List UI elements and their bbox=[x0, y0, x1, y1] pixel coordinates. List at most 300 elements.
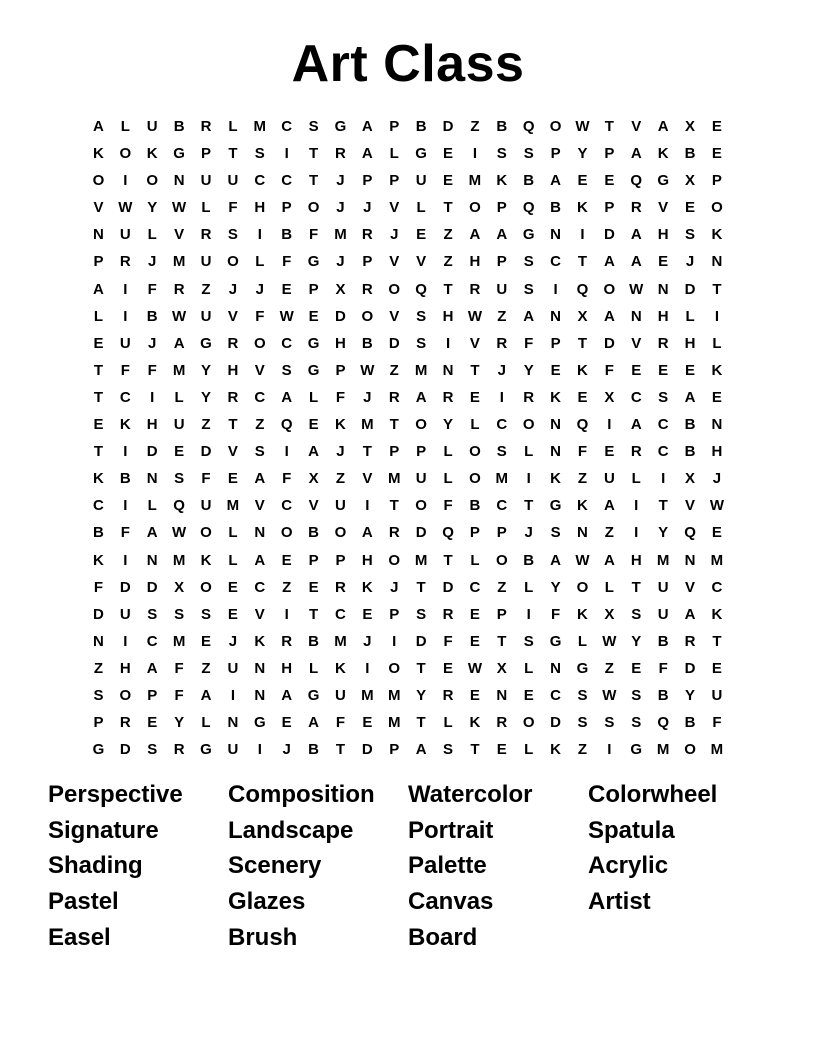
grid-letter: Q bbox=[576, 280, 589, 298]
grid-letter: K bbox=[335, 416, 346, 434]
grid-letter: W bbox=[629, 280, 644, 298]
grid-letter: L bbox=[174, 388, 184, 406]
grid-letter: P bbox=[93, 253, 104, 271]
grid-letter: V bbox=[93, 199, 104, 217]
grid-row bbox=[85, 438, 730, 465]
grid-letter: D bbox=[119, 741, 131, 759]
grid-letter: O bbox=[469, 443, 481, 461]
grid-letter: Q bbox=[522, 199, 535, 217]
grid-letter: B bbox=[146, 307, 158, 325]
grid-letter: Y bbox=[416, 686, 427, 704]
grid-letter: P bbox=[496, 524, 507, 542]
grid-letter: F bbox=[147, 280, 157, 298]
word-item: Composition bbox=[228, 781, 375, 808]
grid-letter: U bbox=[711, 686, 723, 704]
grid-letter: M bbox=[495, 470, 509, 488]
grid-letter: F bbox=[712, 714, 722, 732]
grid-letter: S bbox=[416, 307, 427, 325]
grid-letter: P bbox=[416, 443, 427, 461]
grid-letter: R bbox=[630, 199, 642, 217]
grid-letter: E bbox=[469, 388, 480, 406]
word-item: Easel bbox=[48, 923, 111, 951]
grid-letter: C bbox=[496, 497, 508, 515]
grid-letter: U bbox=[119, 334, 131, 352]
grid-letter: S bbox=[443, 741, 454, 759]
grid-letter: D bbox=[119, 578, 131, 596]
grid-letter: S bbox=[254, 443, 265, 461]
grid-letter: S bbox=[416, 605, 427, 623]
grid-letter: W bbox=[172, 199, 187, 217]
grid-letter: R bbox=[227, 388, 239, 406]
grid-letter: I bbox=[526, 605, 531, 623]
grid-letter: S bbox=[147, 605, 158, 623]
grid-letter: Q bbox=[280, 416, 293, 434]
grid-letter: M bbox=[468, 172, 482, 190]
grid-letter: A bbox=[254, 470, 266, 488]
grid-letter: U bbox=[227, 659, 239, 677]
grid-letter: X bbox=[685, 470, 696, 488]
grid-letter: F bbox=[228, 199, 238, 217]
word-item: Shading bbox=[48, 852, 143, 880]
grid-letter: V bbox=[254, 361, 265, 379]
grid-letter: S bbox=[604, 714, 615, 732]
grid-letter: E bbox=[227, 578, 238, 596]
grid-letter: P bbox=[389, 605, 400, 623]
grid-letter: R bbox=[200, 226, 212, 244]
grid-letter: N bbox=[550, 443, 561, 461]
grid-letter: T bbox=[93, 361, 104, 379]
grid-letter: L bbox=[577, 632, 588, 650]
grid-letter: F bbox=[443, 632, 453, 650]
grid-letter: O bbox=[549, 118, 562, 135]
grid-letter: Z bbox=[577, 741, 588, 759]
grid-letter: D bbox=[93, 605, 104, 623]
grid-letter: R bbox=[657, 334, 669, 352]
grid-letter: F bbox=[174, 686, 184, 704]
grid-letter: V bbox=[389, 199, 400, 217]
grid-letter: B bbox=[684, 145, 696, 163]
grid-row bbox=[85, 384, 730, 411]
grid-letter: T bbox=[712, 632, 722, 650]
grid-letter: R bbox=[496, 334, 508, 352]
grid-letter: U bbox=[200, 497, 212, 515]
grid-letter: X bbox=[335, 280, 346, 298]
grid-letter: N bbox=[93, 632, 104, 650]
grid-letter: U bbox=[603, 470, 615, 488]
grid-letter: G bbox=[200, 741, 212, 759]
grid-letter: P bbox=[496, 253, 507, 271]
grid-letter: S bbox=[496, 145, 507, 163]
grid-letter: S bbox=[631, 714, 642, 732]
grid-letter: C bbox=[657, 416, 669, 434]
grid-letter: F bbox=[443, 497, 453, 515]
grid-letter: H bbox=[684, 334, 696, 352]
grid-letter: E bbox=[711, 145, 722, 163]
grid-letter: S bbox=[93, 686, 104, 704]
grid-letter: N bbox=[442, 361, 454, 379]
grid-letter: E bbox=[631, 659, 642, 677]
grid-letter: A bbox=[630, 226, 642, 244]
grid-letter: I bbox=[472, 145, 477, 163]
grid-letter: B bbox=[173, 118, 185, 135]
grid-letter: M bbox=[656, 551, 670, 569]
grid-letter: T bbox=[658, 497, 668, 515]
grid-letter: C bbox=[630, 388, 642, 406]
grid-letter: I bbox=[634, 524, 639, 542]
grid-letter: I bbox=[284, 145, 289, 163]
word-item: Portrait bbox=[408, 816, 494, 844]
grid-letter: C bbox=[335, 605, 346, 623]
grid-letter: T bbox=[443, 199, 453, 217]
grid-letter: F bbox=[147, 361, 157, 379]
grid-letter: F bbox=[120, 361, 130, 379]
grid-letter: O bbox=[334, 524, 347, 542]
grid-letter: M bbox=[172, 253, 186, 271]
grid-letter: S bbox=[201, 605, 212, 623]
grid-letter: F bbox=[282, 470, 292, 488]
grid-letter: Z bbox=[389, 361, 399, 379]
grid-letter: O bbox=[388, 551, 401, 569]
grid-letter: Z bbox=[201, 659, 211, 677]
grid-letter: U bbox=[415, 470, 427, 488]
grid-letter: F bbox=[174, 659, 184, 677]
grid-letter: Y bbox=[658, 524, 669, 542]
grid-letter: A bbox=[684, 605, 696, 623]
grid-letter: N bbox=[684, 551, 696, 569]
grid-letter: Z bbox=[604, 659, 614, 677]
grid-letter: R bbox=[388, 388, 400, 406]
grid-letter: X bbox=[174, 578, 185, 596]
grid-letter: U bbox=[496, 280, 508, 298]
grid-letter: M bbox=[361, 686, 374, 704]
grid-letter: U bbox=[200, 307, 212, 325]
grid-letter: A bbox=[469, 226, 481, 244]
grid-letter: B bbox=[523, 551, 535, 569]
grid-letter: A bbox=[200, 686, 212, 704]
grid-letter: H bbox=[469, 253, 481, 271]
grid-letter: X bbox=[308, 470, 319, 488]
grid-letter: J bbox=[336, 253, 345, 271]
grid-letter: N bbox=[254, 686, 266, 704]
grid-letter: E bbox=[201, 632, 212, 650]
grid-letter: L bbox=[524, 659, 534, 677]
grid-letter: P bbox=[93, 714, 104, 732]
grid-letter: O bbox=[200, 578, 212, 596]
grid-letter: B bbox=[308, 524, 319, 542]
grid-letter: D bbox=[335, 307, 346, 325]
grid-letter: Z bbox=[604, 524, 614, 542]
grid-letter: A bbox=[603, 551, 615, 569]
grid-letter: I bbox=[257, 226, 262, 244]
grid-letter: P bbox=[496, 605, 507, 623]
grid-letter: M bbox=[387, 714, 401, 732]
grid-letter: J bbox=[363, 388, 372, 406]
grid-letter: D bbox=[146, 578, 158, 596]
grid-letter: L bbox=[470, 416, 480, 434]
grid-letter: L bbox=[201, 714, 211, 732]
word-column bbox=[228, 777, 408, 955]
grid-letter: I bbox=[607, 741, 612, 759]
grid-letter: L bbox=[524, 741, 534, 759]
grid-letter: B bbox=[684, 416, 696, 434]
grid-row bbox=[85, 194, 730, 221]
grid-letter: A bbox=[415, 388, 427, 406]
grid-letter: P bbox=[281, 199, 292, 217]
grid-letter: V bbox=[227, 307, 238, 325]
grid-letter: Z bbox=[443, 226, 453, 244]
grid-letter: E bbox=[443, 659, 454, 677]
grid-letter: W bbox=[172, 524, 187, 542]
grid-letter: C bbox=[550, 253, 561, 271]
grid-letter: E bbox=[93, 334, 104, 352]
grid-letter: A bbox=[281, 686, 293, 704]
grid-letter: K bbox=[577, 605, 588, 623]
grid-letter: L bbox=[631, 470, 641, 488]
grid-letter: N bbox=[550, 226, 561, 244]
grid-letter: Z bbox=[282, 578, 292, 596]
grid-letter: O bbox=[711, 199, 723, 217]
grid-letter: R bbox=[469, 280, 481, 298]
grid-letter: U bbox=[335, 497, 346, 515]
grid-letter: D bbox=[361, 741, 373, 759]
grid-letter: M bbox=[414, 361, 428, 379]
grid-letter: G bbox=[657, 172, 669, 190]
word-item: Watercolor bbox=[408, 781, 533, 808]
grid-letter: T bbox=[308, 145, 319, 163]
grid-letter: A bbox=[146, 659, 158, 677]
grid-letter: R bbox=[173, 741, 185, 759]
grid-letter: E bbox=[281, 714, 292, 732]
grid-letter: N bbox=[711, 416, 723, 434]
grid-letter: O bbox=[200, 524, 212, 542]
grid-letter: Y bbox=[685, 686, 696, 704]
letter-grid bbox=[85, 113, 730, 763]
grid-letter: S bbox=[227, 226, 238, 244]
grid-letter: R bbox=[496, 714, 508, 732]
grid-letter: N bbox=[550, 307, 561, 325]
grid-letter: S bbox=[416, 334, 427, 352]
grid-letter: Q bbox=[415, 280, 427, 298]
grid-letter: J bbox=[148, 334, 157, 352]
grid-letter: E bbox=[469, 605, 480, 623]
grid-letter: M bbox=[710, 551, 724, 569]
grid-letter: P bbox=[604, 199, 615, 217]
grid-letter: L bbox=[255, 253, 265, 271]
grid-letter: N bbox=[254, 524, 266, 542]
grid-letter: A bbox=[146, 524, 158, 542]
grid-letter: Y bbox=[443, 416, 454, 434]
grid-letter: H bbox=[657, 307, 669, 325]
grid-letter: C bbox=[281, 172, 293, 190]
grid-row bbox=[85, 574, 730, 601]
grid-letter: A bbox=[93, 118, 104, 135]
grid-letter: T bbox=[93, 388, 104, 406]
grid-letter: I bbox=[123, 280, 128, 298]
grid-letter: B bbox=[684, 714, 696, 732]
grid-letter: V bbox=[389, 307, 400, 325]
grid-letter: R bbox=[388, 524, 400, 542]
grid-letter: S bbox=[254, 145, 265, 163]
word-column bbox=[588, 777, 768, 955]
grid-letter: Z bbox=[93, 659, 104, 677]
grid-letter: B bbox=[415, 118, 427, 135]
grid-letter: K bbox=[577, 199, 588, 217]
grid-letter: K bbox=[254, 632, 266, 650]
grid-letter: O bbox=[603, 280, 616, 298]
grid-letter: E bbox=[711, 118, 722, 135]
grid-letter: A bbox=[254, 551, 266, 569]
grid-letter: U bbox=[415, 172, 427, 190]
grid-letter: T bbox=[712, 280, 722, 298]
grid-letter: H bbox=[281, 659, 293, 677]
grid-letter: G bbox=[549, 632, 562, 650]
grid-letter: W bbox=[575, 551, 590, 569]
grid-letter: B bbox=[469, 497, 481, 515]
grid-letter: P bbox=[362, 172, 373, 190]
grid-letter: L bbox=[712, 334, 722, 352]
grid-letter: C bbox=[469, 578, 481, 596]
grid-letter: T bbox=[443, 280, 453, 298]
grid-letter: R bbox=[630, 443, 642, 461]
grid-letter: K bbox=[550, 470, 561, 488]
grid-letter: E bbox=[685, 199, 696, 217]
grid-letter: I bbox=[123, 443, 128, 461]
grid-letter: C bbox=[119, 388, 131, 406]
grid-letter: B bbox=[281, 226, 293, 244]
grid-letter: R bbox=[200, 118, 212, 135]
grid-letter: P bbox=[362, 253, 373, 271]
grid-letter: U bbox=[173, 416, 185, 434]
grid-letter: B bbox=[496, 118, 508, 135]
grid-letter: S bbox=[174, 470, 185, 488]
grid-letter: D bbox=[603, 334, 615, 352]
grid-letter: I bbox=[123, 632, 128, 650]
grid-letter: C bbox=[254, 388, 266, 406]
grid-letter: J bbox=[712, 470, 722, 488]
grid-letter: V bbox=[308, 497, 319, 515]
grid-letter: G bbox=[334, 118, 347, 135]
grid-letter: D bbox=[684, 659, 696, 677]
grid-letter: G bbox=[200, 334, 212, 352]
grid-letter: D bbox=[442, 118, 454, 135]
grid-letter: L bbox=[201, 199, 211, 217]
grid-letter: S bbox=[523, 145, 534, 163]
grid-letter: W bbox=[360, 361, 375, 379]
grid-letter: I bbox=[580, 226, 585, 244]
grid-letter: J bbox=[336, 172, 345, 190]
grid-letter: P bbox=[711, 172, 722, 190]
grid-letter: V bbox=[469, 334, 480, 352]
grid-letter: U bbox=[657, 605, 669, 623]
grid-letter: H bbox=[227, 361, 239, 379]
grid-letter: M bbox=[172, 551, 186, 569]
grid-letter: J bbox=[228, 280, 238, 298]
grid-letter: C bbox=[281, 334, 293, 352]
grid-letter: K bbox=[93, 470, 104, 488]
grid-letter: S bbox=[658, 388, 669, 406]
grid-letter: I bbox=[284, 443, 289, 461]
grid-letter: T bbox=[389, 416, 399, 434]
grid-letter: B bbox=[550, 199, 561, 217]
grid-letter: Y bbox=[201, 388, 212, 406]
grid-letter: I bbox=[714, 307, 720, 325]
grid-letter: I bbox=[150, 388, 155, 406]
grid-letter: N bbox=[93, 226, 104, 244]
grid-letter: H bbox=[146, 416, 158, 434]
grid-letter: O bbox=[415, 497, 427, 515]
grid-letter: C bbox=[254, 172, 266, 190]
grid-letter: W bbox=[467, 307, 482, 325]
grid-letter: H bbox=[254, 199, 266, 217]
grid-row bbox=[85, 276, 730, 303]
grid-letter: M bbox=[387, 470, 401, 488]
grid-letter: M bbox=[172, 361, 186, 379]
grid-letter: R bbox=[119, 714, 131, 732]
grid-letter: S bbox=[496, 443, 507, 461]
grid-letter: L bbox=[524, 578, 534, 596]
grid-letter: Q bbox=[657, 714, 669, 732]
grid-letter: J bbox=[390, 226, 399, 244]
grid-letter: H bbox=[657, 226, 669, 244]
grid-letter: V bbox=[631, 118, 642, 135]
grid-letter: U bbox=[200, 253, 212, 271]
grid-letter: J bbox=[228, 632, 238, 650]
grid-letter: N bbox=[657, 280, 669, 298]
grid-letter: I bbox=[123, 172, 128, 190]
grid-letter: P bbox=[550, 334, 561, 352]
grid-letter: T bbox=[228, 416, 238, 434]
grid-letter: Z bbox=[201, 416, 211, 434]
grid-letter: L bbox=[308, 388, 319, 406]
grid-letter: P bbox=[335, 361, 346, 379]
grid-letter: J bbox=[255, 280, 264, 298]
grid-letter: C bbox=[496, 416, 508, 434]
grid-letter: Y bbox=[577, 145, 588, 163]
grid-letter: O bbox=[522, 714, 535, 732]
grid-letter: T bbox=[335, 741, 346, 759]
grid-letter: S bbox=[174, 605, 185, 623]
grid-letter: W bbox=[118, 199, 133, 217]
grid-letter: K bbox=[577, 361, 588, 379]
grid-letter: E bbox=[147, 714, 158, 732]
grid-letter: W bbox=[172, 307, 187, 325]
grid-letter: D bbox=[442, 578, 454, 596]
grid-row bbox=[85, 682, 730, 709]
grid-letter: A bbox=[308, 714, 319, 732]
grid-letter: X bbox=[496, 659, 507, 677]
grid-letter: G bbox=[630, 741, 643, 759]
grid-letter: T bbox=[524, 497, 534, 515]
grid-letter: Z bbox=[255, 416, 265, 434]
grid-letter: F bbox=[604, 361, 614, 379]
grid-letter: G bbox=[522, 226, 535, 244]
grid-letter: T bbox=[389, 497, 399, 515]
grid-letter: F bbox=[93, 578, 104, 596]
grid-letter: K bbox=[146, 145, 158, 163]
grid-letter: T bbox=[443, 551, 453, 569]
grid-row bbox=[85, 140, 730, 167]
word-item: Acrylic bbox=[588, 852, 669, 880]
grid-letter: H bbox=[361, 551, 373, 569]
grid-letter: P bbox=[550, 145, 561, 163]
grid-letter: O bbox=[280, 524, 293, 542]
grid-letter: F bbox=[524, 334, 534, 352]
grid-letter: A bbox=[630, 253, 642, 271]
grid-letter: O bbox=[684, 741, 696, 759]
grid-letter: E bbox=[281, 551, 292, 569]
grid-letter: K bbox=[469, 714, 481, 732]
grid-letter: A bbox=[657, 118, 669, 135]
